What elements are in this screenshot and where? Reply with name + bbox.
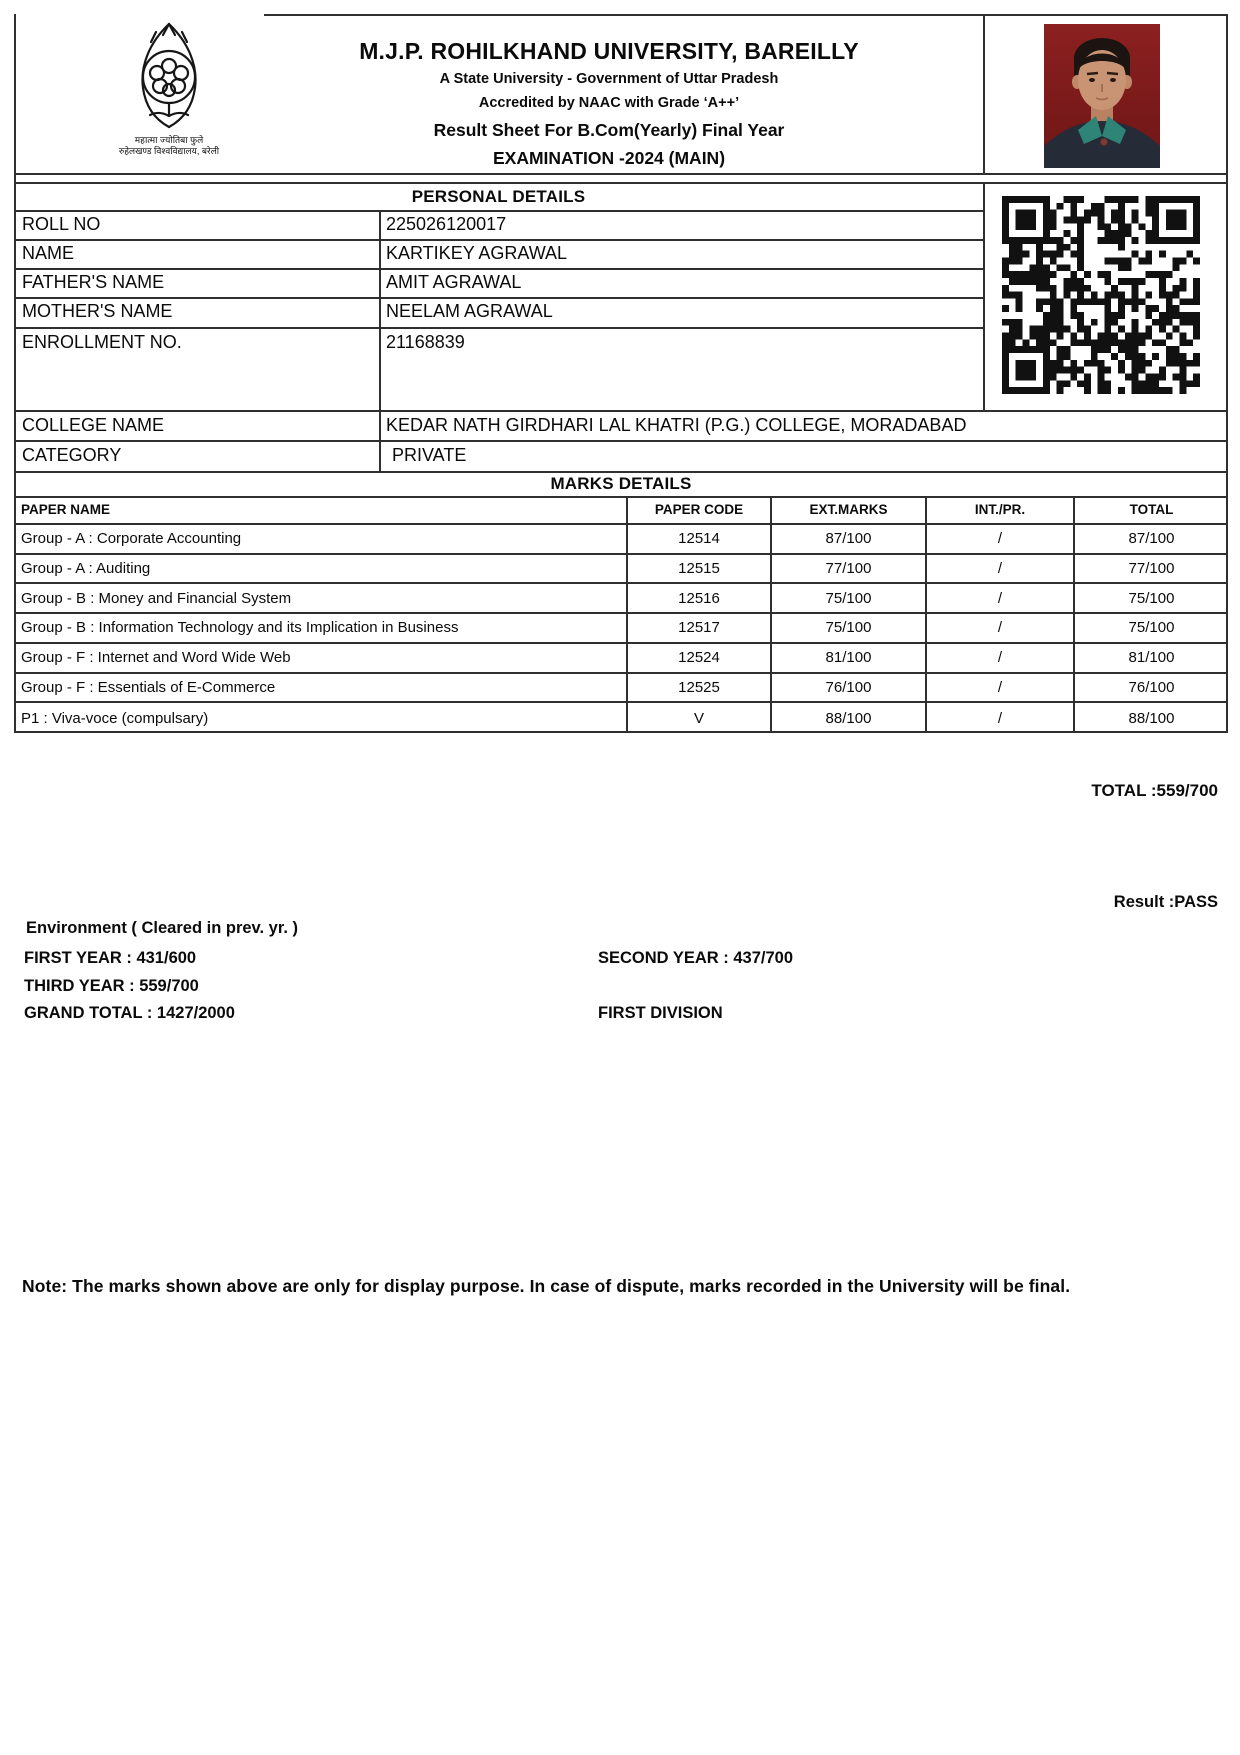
paper-code-cell: V bbox=[626, 703, 770, 733]
paper-name-cell: Group - F : Internet and Word Wide Web bbox=[14, 644, 626, 674]
paper-name-cell: Group - B : Money and Financial System bbox=[14, 584, 626, 614]
paper-code-cell: 12514 bbox=[626, 525, 770, 555]
total-cell: 75/100 bbox=[1073, 614, 1228, 644]
mother-name-label: MOTHER'S NAME bbox=[22, 301, 173, 321]
col-header-paper-code: PAPER CODE bbox=[626, 496, 770, 525]
paper-name-cell: Group - A : Auditing bbox=[14, 555, 626, 585]
university-name: M.J.P. ROHILKHAND UNIVERSITY, BAREILLY bbox=[359, 38, 859, 64]
roll-no-value: 225026120017 bbox=[386, 214, 507, 234]
int-pr-cell: / bbox=[925, 525, 1073, 555]
int-pr-cell: / bbox=[925, 644, 1073, 674]
ext-marks-cell: 77/100 bbox=[770, 555, 925, 585]
paper-code-cell: 12525 bbox=[626, 674, 770, 704]
qr-box-divider bbox=[983, 182, 985, 410]
int-pr-cell: / bbox=[925, 674, 1073, 704]
paper-code-cell: 12515 bbox=[626, 555, 770, 585]
sheet-title: Result Sheet For B.Com(Yearly) Final Year bbox=[433, 120, 785, 140]
int-pr-cell: / bbox=[925, 555, 1073, 585]
name-value: KARTIKEY AGRAWAL bbox=[386, 243, 568, 263]
personal-details-title: PERSONAL DETAILS bbox=[411, 186, 586, 206]
ext-marks-cell: 87/100 bbox=[770, 525, 925, 555]
photo-box-divider bbox=[983, 14, 985, 173]
grand-total-line: GRAND TOTAL : 1427/2000 bbox=[24, 1004, 235, 1022]
col-header-total: TOTAL bbox=[1073, 496, 1228, 525]
first-year-line: FIRST YEAR : 431/600 bbox=[24, 949, 197, 967]
ext-marks-cell: 75/100 bbox=[770, 584, 925, 614]
roll-no-label: ROLL NO bbox=[22, 214, 101, 234]
total-cell: 77/100 bbox=[1073, 555, 1228, 585]
int-pr-cell: / bbox=[925, 584, 1073, 614]
father-name-value: AMIT AGRAWAL bbox=[386, 272, 522, 292]
total-cell: 87/100 bbox=[1073, 525, 1228, 555]
total-cell: 81/100 bbox=[1073, 644, 1228, 674]
college-name-label: COLLEGE NAME bbox=[22, 415, 165, 435]
second-year-line: SECOND YEAR : 437/700 bbox=[598, 949, 794, 967]
qr-code bbox=[1000, 196, 1202, 399]
total-cell: 76/100 bbox=[1073, 674, 1228, 704]
accreditation-line: Accredited by NAAC with Grade ‘A++’ bbox=[478, 95, 740, 111]
logo-caption-line2: रुहेलखण्ड विश्वविद्यालय, बरेली bbox=[118, 146, 220, 156]
top-border-gap bbox=[16, 14, 264, 17]
footer-note: Note: The marks shown above are only for display purpose. In case of dispute, marks recorded in the University will be final. bbox=[22, 1276, 1071, 1296]
paper-name-cell: Group - F : Essentials of E-Commerce bbox=[14, 674, 626, 704]
paper-code-cell: 12517 bbox=[626, 614, 770, 644]
header-bottom-divider bbox=[14, 173, 1228, 175]
enrollment-value: 21168839 bbox=[386, 332, 465, 352]
father-name-label: FATHER'S NAME bbox=[22, 272, 165, 292]
col-header-int-pr: INT./PR. bbox=[925, 496, 1073, 525]
enrollment-label: ENROLLMENT NO. bbox=[22, 332, 182, 352]
category-value: PRIVATE bbox=[392, 445, 467, 465]
ext-marks-cell: 81/100 bbox=[770, 644, 925, 674]
int-pr-cell: / bbox=[925, 614, 1073, 644]
paper-name-cell: P1 : Viva-voce (compulsary) bbox=[21, 709, 209, 727]
name-label: NAME bbox=[22, 243, 75, 263]
third-year-line: THIRD YEAR : 559/700 bbox=[24, 977, 199, 995]
total-cell: 88/100 bbox=[1073, 703, 1228, 733]
exam-title: EXAMINATION -2024 (MAIN) bbox=[492, 148, 726, 168]
logo-caption-line1: महात्मा ज्योतिबा फुले bbox=[134, 135, 204, 145]
ext-marks-cell: 88/100 bbox=[770, 703, 925, 733]
col-header-ext-marks: EXT.MARKS bbox=[770, 496, 925, 525]
mother-name-value: NEELAM AGRAWAL bbox=[386, 301, 553, 321]
paper-code-cell: 12524 bbox=[626, 644, 770, 674]
ext-marks-cell: 75/100 bbox=[770, 614, 925, 644]
environment-line: Environment ( Cleared in prev. yr. ) bbox=[26, 919, 299, 937]
category-label: CATEGORY bbox=[22, 445, 122, 465]
divider bbox=[14, 440, 1228, 442]
result-line: Result :PASS bbox=[1113, 893, 1218, 911]
paper-code-cell: 12516 bbox=[626, 584, 770, 614]
university-subtitle: A State University - Government of Uttar Pradesh bbox=[439, 71, 779, 87]
label-value-divider bbox=[379, 410, 381, 471]
marks-table bbox=[14, 496, 1228, 733]
label-value-divider bbox=[379, 210, 381, 410]
total-line: TOTAL :559/700 bbox=[1091, 781, 1218, 800]
ext-marks-cell: 76/100 bbox=[770, 674, 925, 704]
division-line: FIRST DIVISION bbox=[598, 1004, 723, 1022]
int-pr-cell: / bbox=[925, 703, 1073, 733]
marks-details-title: MARKS DETAILS bbox=[550, 474, 692, 493]
paper-name-cell: Group - A : Corporate Accounting bbox=[14, 525, 626, 555]
paper-name-cell: Group - B : Information Technology and its Implication in Business bbox=[14, 614, 626, 644]
total-cell: 75/100 bbox=[1073, 584, 1228, 614]
student-photo bbox=[1044, 24, 1160, 168]
col-header-paper-name: PAPER NAME bbox=[14, 496, 626, 525]
college-name-value: KEDAR NATH GIRDHARI LAL KHATRI (P.G.) COLLEGE, MORADABAD bbox=[386, 415, 967, 435]
